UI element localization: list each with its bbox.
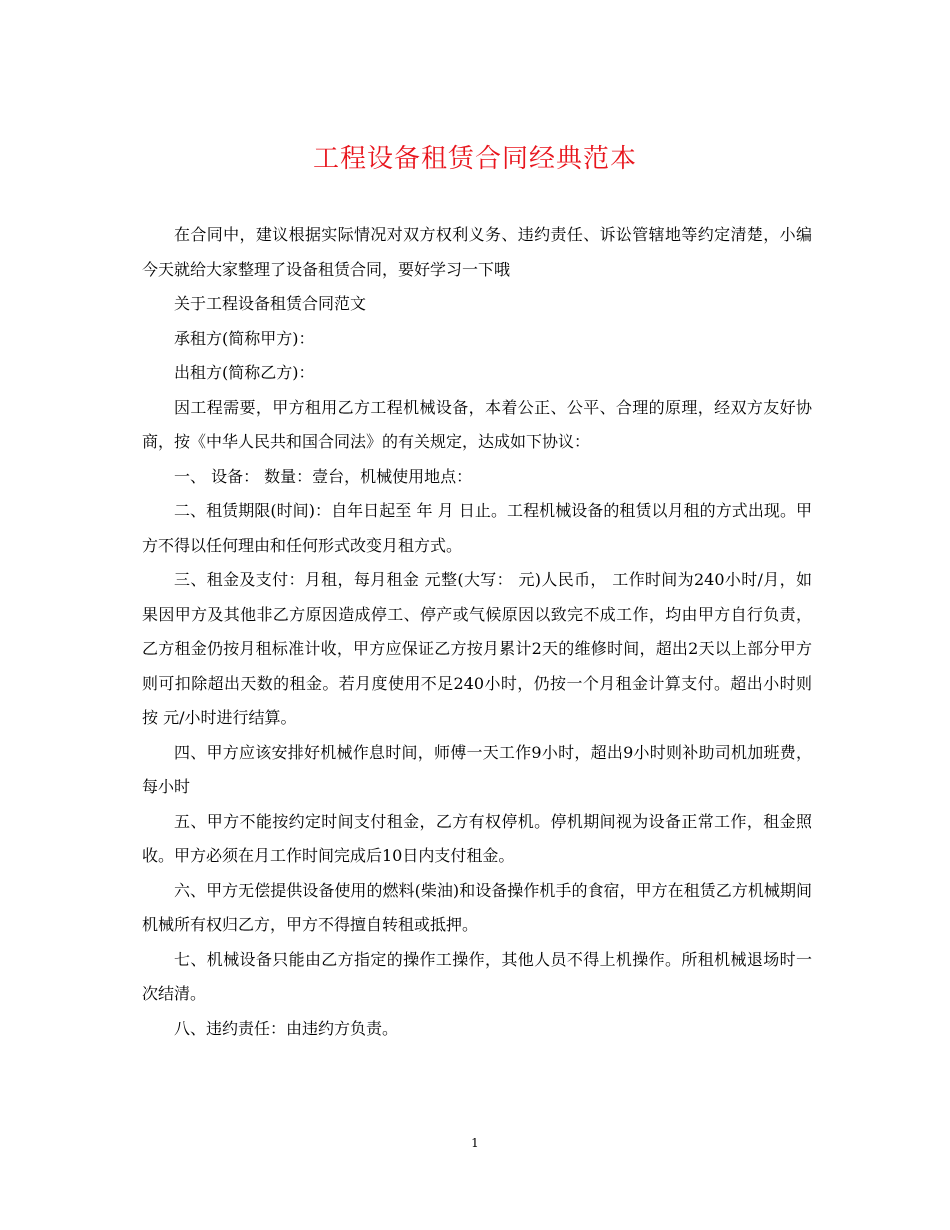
clause-8-liability: 八、违约责任：由违约方负责。 bbox=[174, 1018, 399, 1038]
document-title: 工程设备租赁合同经典范本 bbox=[312, 144, 637, 174]
clause-3-rent-payment: 三、租金及支付：月租，每月租金 元整(大写： 元)人民币， 工作时间为240小时/月，如果因甲方及其他非乙方原因造成停工、停产或气候原因以致完不成工作，均由甲方自行负责，乙方租金仍按月租标准计收，甲方应保证乙方按月累计2天的维修时间，超出2天以上部分甲方则可扣除超出天数的租金。若月度使用不足240小时，仍按一个月租金计算支付。超出小时则按 元/小时进行结算。 bbox=[142, 570, 812, 727]
paragraph-intro: 在合同中，建议根据实际情况对双方权利义务、违约责任、诉讼管辖地等约定清楚，小编今天就给大家整理了设备租赁合同，要好学习一下哦 bbox=[142, 225, 812, 279]
clause-4-working-hours: 四、甲方应该安排好机械作息时间，师傅一天工作9小时，超出9小时则补助司机加班费，每小时 bbox=[142, 742, 812, 796]
page-number: 1 bbox=[471, 1136, 479, 1150]
paragraph-lessee: 承租方(简称甲方)： bbox=[174, 328, 315, 348]
clause-5-late-payment: 五、甲方不能按约定时间支付租金，乙方有权停机。停机期间视为设备正常工作，租金照收。甲方必须在月工作时间完成后10日内支付租金。 bbox=[142, 811, 812, 865]
clause-2-lease-term: 二、租赁期限(时间)：自年日起至 年 月 日止。工程机械设备的租赁以月租的方式出现。甲方不得以任何理由和任何形式改变月租方式。 bbox=[142, 501, 812, 555]
paragraph-lessor: 出租方(简称乙方)： bbox=[174, 363, 315, 382]
clause-6-fuel-ownership: 六、甲方无偿提供设备使用的燃料(柴油)和设备操作机手的食宿，甲方在租赁乙方机械期间机械所有权归乙方，甲方不得擅自转租或抵押。 bbox=[142, 880, 812, 934]
paragraph-subtitle: 关于工程设备租赁合同范文 bbox=[174, 294, 367, 313]
clause-1-equipment: 一、 设备： 数量：壹台，机械使用地点： bbox=[174, 466, 473, 486]
paragraph-preamble: 因工程需要，甲方租用乙方工程机械设备，本着公正、公平、合理的原理，经双方友好协商，按《中华人民共和国合同法》的有关规定，达成如下协议： bbox=[142, 397, 812, 451]
document-body bbox=[142, 218, 812, 1046]
clause-7-operator: 七、机械设备只能由乙方指定的操作工操作，其他人员不得上机操作。所租机械退场时一次结清。 bbox=[142, 949, 812, 1003]
